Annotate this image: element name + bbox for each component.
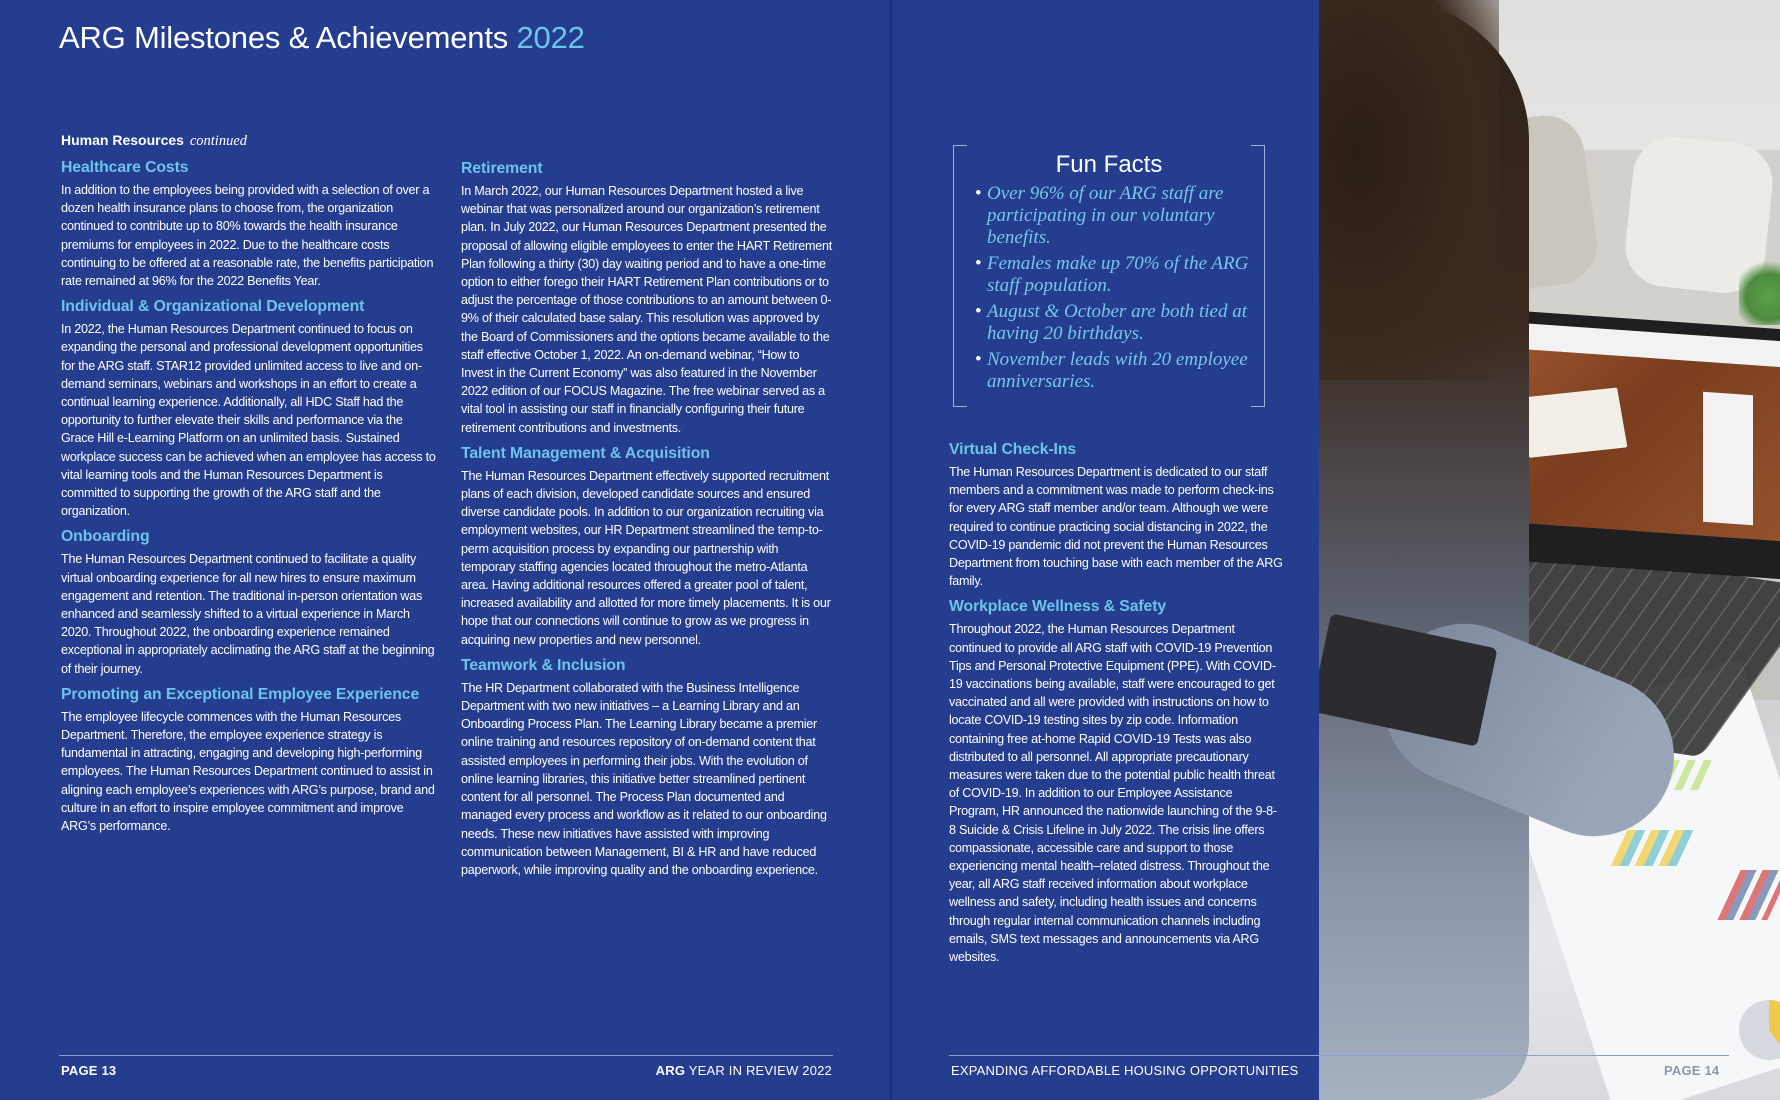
- heading-talent-management: Talent Management & Acquisition: [461, 444, 710, 462]
- page-number-right: PAGE 14: [1664, 1063, 1720, 1078]
- footer-tagline: EXPANDING AFFORDABLE HOUSING OPPORTUNITIES: [951, 1063, 1299, 1078]
- title-year: 2022: [516, 20, 585, 55]
- fun-fact-item: • August & October are both tied at having 20 birthdays.: [975, 301, 1255, 345]
- heading-retirement: Retirement: [461, 160, 543, 177]
- body-retirement: In March 2022, our Human Resources Department hosted a live webinar that was personalized around our organization’s retirement plan. In July 2022, our Human Resources Department presented the proposal of allowing eligible employees to enter the HART Retirement Plan following a thirty (30) day waiting period and to have a one-time option to either forego their HART Retirement Plan contributions or to adjust the percentage of those contributions to an amount between 0-9% of their calculated base salary. This resolution was approved by the Board of Commissioners and the options became available to the staff effective October 1, 2022. An on-demand webinar, “How to Invest in the Current Economy” was also featured in the November 2022 edition of our FOCUS Magazine. The free webinar served as a vital tool in assisting our staff in financially configuring their future retirement contributions and investments.: [461, 184, 833, 435]
- title-main: ARG Milestones & Achievements: [59, 20, 509, 55]
- heading-virtual-check-ins: Virtual Check-Ins: [949, 441, 1077, 458]
- footer-brand-rest: YEAR IN REVIEW 2022: [685, 1063, 832, 1078]
- heading-onboarding: Onboarding: [61, 528, 150, 546]
- fun-fact-item: • Females make up 70% of the ARG staff population.: [975, 253, 1255, 297]
- page-title: [59, 20, 585, 56]
- fun-fact-item: • Over 96% of our ARG staff are participating in our voluntary benefits.: [975, 183, 1255, 249]
- fun-facts-bracket-left: [953, 145, 967, 407]
- section-name: Human Resources: [61, 132, 184, 148]
- heading-workplace-wellness: Workplace Wellness & Safety: [949, 598, 1167, 616]
- photo-sidebar-logos: [1703, 392, 1753, 525]
- fun-facts-list: [975, 183, 1255, 397]
- photo-logo-card: [1519, 387, 1628, 457]
- column-2: [461, 159, 833, 886]
- heading-individual-development: Individual & Organizational Development: [61, 298, 365, 316]
- page-number-left: PAGE 13: [61, 1063, 117, 1078]
- column-3: [949, 440, 1283, 973]
- body-workplace-wellness: Throughout 2022, the Human Resources Department continued to provide all ARG staff with COVID-19 Prevention Tips and Personal Protective Equipment (PPE). With COVID-19 vaccinations being available, staff were encouraged to get vaccinated and all were provided with instructions on how to locate COVID-19 testing sites by zip code. Information containing free at-home Rapid COVID-19 Tests was also distributed to all personnel. All appropriate precautionary measures were taken due to the potential public health threat of COVID-19. In addition to our Employee Assistance Program, HR announced the nationwide launching of the 9-8-8 Suicide & Crisis Lifeline in July 2022. The crisis line offers compassionate, accessible care and support to those experiencing mental health–related distress. Throughout the year, all ARG staff received information about workplace wellness and safety, including health issues and concerns through regular internal communication channels including emails, SMS text messages and announcements via ARG websites.: [949, 622, 1277, 965]
- fun-facts-title: Fun Facts: [1055, 151, 1163, 178]
- body-onboarding: The Human Resources Department continued to facilitate a quality virtual onboarding experience for all new hires to ensure maximum engagement and retention. The traditional in-person orientation was enhanced and seamlessly shifted to a virtual experience in March 2020. Throughout 2022, the onboarding experience remained exceptional in appropriately acclimating the ARG staff at the beginning of their journey.: [61, 552, 435, 676]
- column-1: [61, 158, 437, 842]
- body-individual-development: In 2022, the Human Resources Department continued to focus on expanding the personal and professional development opportunities for the ARG staff. STAR12 provided unlimited access to live and on-demand seminars, webinars and workshops in an effort to create a continual learning experience. Additionally, all HDC Staff had the opportunity to further elevate their skills and performance via the Grace Hill e-Learning Platform on an unlimited basis. Sustained workplace success can be achieved when an employee has access to vital learning tools and the Human Resources Department is committed to supporting the growth of the ARG staff and the organization.: [61, 322, 436, 519]
- body-employee-experience: The employee lifecycle commences with the Human Resources Department. Therefore, the employee experience strategy is fundamental in attracting, engaging and developing high-performing employees. The Human Resources Department continued to assist in aligning each employee’s experiences with ARG’s purpose, brand and culture in an effort to inspire employee commitment and improve ARG’s performance.: [61, 709, 435, 834]
- heading-employee-experience: Promoting an Exceptional Employee Experience: [61, 685, 420, 703]
- fun-fact-item: • November leads with 20 employee anniversaries.: [975, 349, 1255, 393]
- body-teamwork-inclusion: The HR Department collaborated with the Business Intelligence Department with two new initiatives – a Learning Library and an Onboarding Process Plan. The Learning Library became a premier online training and resources repository of on-demand content that assisted employees in performing their jobs. With the evolution of online learning libraries, this initiative better streamlined pertinent content for all personnel. The Process Plan documented and managed every process and workflow as it related to our onboarding needs. These new initiatives have assisted with improving communication between Management, BI & HR and have reduced paperwork, while improving quality and the onboarding experience.: [461, 680, 827, 877]
- section-continued: continued: [189, 133, 248, 149]
- body-healthcare-costs: In addition to the employees being provided with a selection of over a dozen health insurance plans to choose from, the organization continued to contribute up to 80% towards the health insurance premiums for employees in 2022. Due to the healthcare costs continuing to be offered at a reasonable rate, the benefits participation rate remained at 96% for the 2022 Benefits Year.: [61, 183, 434, 289]
- body-virtual-check-ins: The Human Resources Department is dedicated to our staff members and a commitment was made to perform check-ins for every ARG staff member and/or team. Although we were required to continue practicing social distancing in 2022, the COVID-19 pandemic did not prevent the Human Resources Department from touching base with each member of the ARG family.: [949, 465, 1283, 589]
- photo-plant: [1739, 255, 1780, 325]
- body-talent-management: The Human Resources Department effectively supported recruitment plans of each division, developed candidate sources and ensured diverse candidate pools. In addition to our organization recruiting via employment websites, our HR Department streamlined the temp-to-perm acquisition process by expanding our partnership with temporary staffing agencies located throughout the metro-Atlanta area. Having additional resources offered a greater pool of talent, increased availability and allotted for more timely placements. It is our hope that our connections will continue to grow as we progress in acquiring new properties and new personnel.: [461, 468, 831, 647]
- footer-brand: [639, 1063, 832, 1078]
- heading-healthcare-costs: Healthcare Costs: [61, 159, 189, 176]
- footer-rule-left: [59, 1055, 833, 1056]
- fun-facts-box: [953, 145, 1265, 407]
- footer-rule-right: [949, 1055, 1729, 1056]
- footer-brand-bold: ARG: [655, 1063, 686, 1078]
- section-eyebrow: [61, 132, 247, 150]
- heading-teamwork-inclusion: Teamwork & Inclusion: [461, 656, 626, 674]
- photo-person-hair: [1319, 0, 1499, 380]
- laptop-photo: [1319, 0, 1780, 1100]
